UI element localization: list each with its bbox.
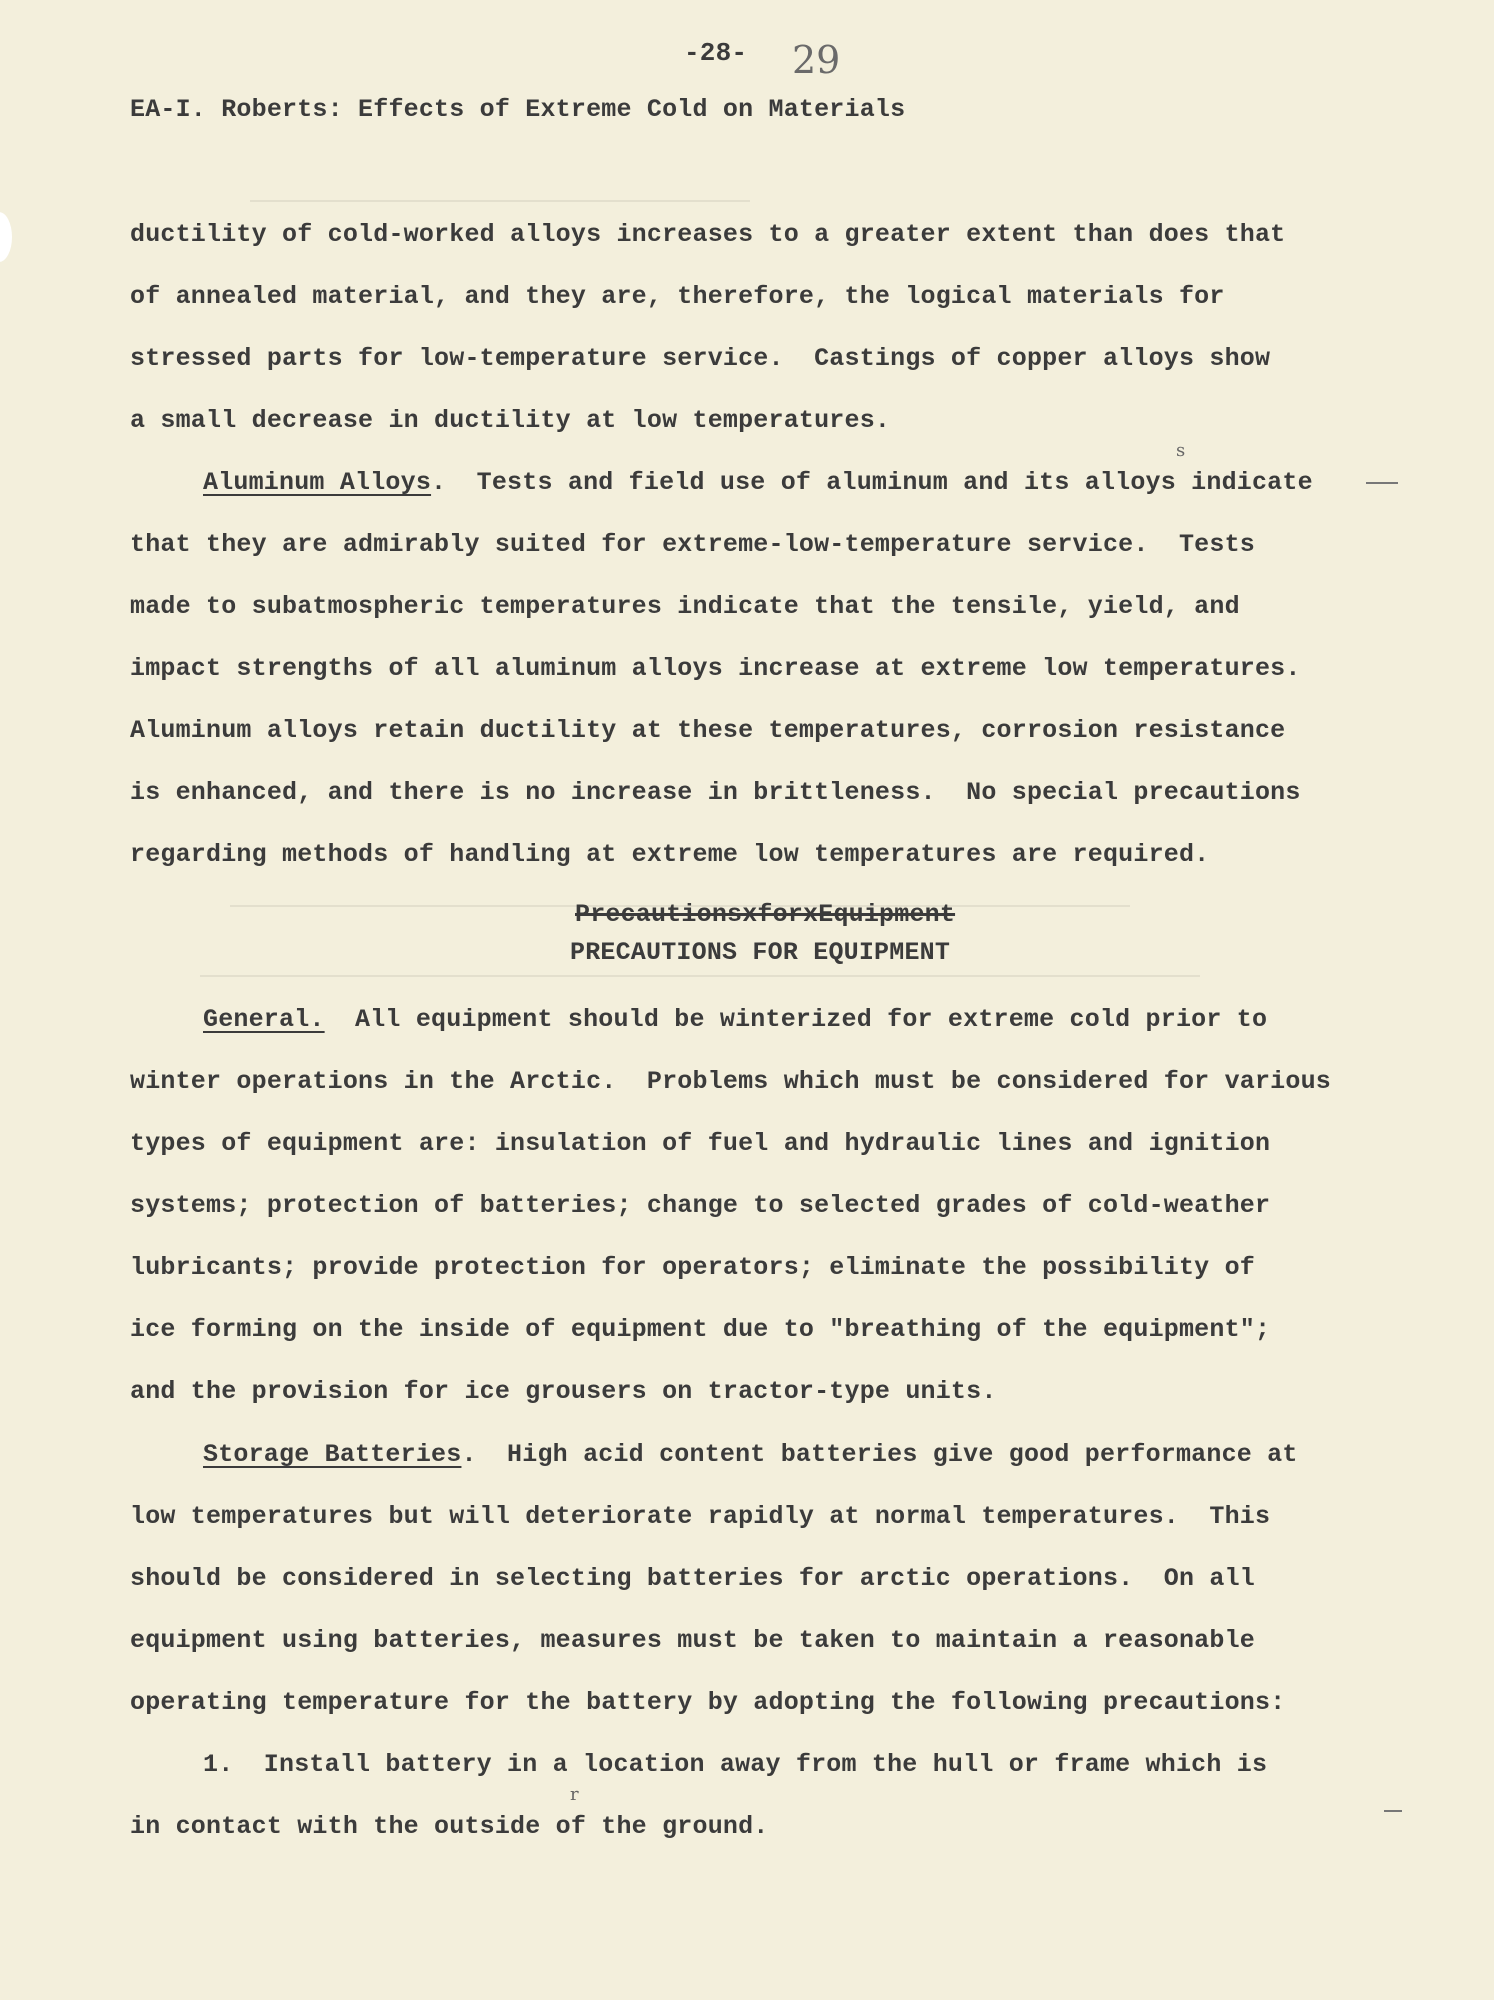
text-line: of annealed material, and they are, therefore, the logical materials for <box>130 282 1225 311</box>
struck-heading: PrecautionsxforxEquipment <box>575 900 956 929</box>
section-title: PRECAUTIONS FOR EQUIPMENT <box>570 938 951 967</box>
pencil-correction: r <box>570 1784 579 1805</box>
text-line: winter operations in the Arctic. Problems which must be considered for various <box>130 1067 1331 1096</box>
text-line: stressed parts for low-temperature service. Castings of copper alloys show <box>130 344 1271 373</box>
text-line: types of equipment are: insulation of fuel and hydraulic lines and ignition <box>130 1129 1271 1158</box>
text-line: Storage Batteries. High acid content batteries give good performance at <box>203 1440 1298 1469</box>
margin-mark <box>1384 1810 1402 1812</box>
text-line: made to subatmospheric temperatures indicate that the tensile, yield, and <box>130 592 1240 621</box>
show-through-line <box>250 200 750 202</box>
list-item: 1. Install battery in a location away from the hull or frame which is <box>203 1750 1268 1779</box>
paragraph-heading: Aluminum Alloys <box>203 468 432 497</box>
text-line: ductility of cold-worked alloys increases to a greater extent than does that <box>130 220 1286 249</box>
text-line: Aluminum alloys retain ductility at these temperatures, corrosion resistance <box>130 716 1286 745</box>
text-line: operating temperature for the battery by adopting the following precautions: <box>130 1688 1286 1717</box>
text-line: General. All equipment should be winterized for extreme cold prior to <box>203 1005 1268 1034</box>
pencil-correction: s <box>1176 440 1186 461</box>
paragraph-heading: Storage Batteries <box>203 1440 462 1469</box>
text-line: that they are admirably suited for extreme-low-temperature service. Tests <box>130 530 1255 559</box>
typed-page-number: -28- <box>684 38 748 68</box>
margin-mark <box>1366 482 1398 484</box>
handwritten-page-number: 29 <box>792 38 841 82</box>
text-line: equipment using batteries, measures must be taken to maintain a reasonable <box>130 1626 1255 1655</box>
text-line: regarding methods of handling at extreme low temperatures are required. <box>130 840 1210 869</box>
text-line: lubricants; provide protection for operators; eliminate the possibility of <box>130 1253 1255 1282</box>
text-line: low temperatures but will deteriorate rapidly at normal temperatures. This <box>130 1502 1271 1531</box>
binder-hole <box>0 212 12 262</box>
text-line: is enhanced, and there is no increase in brittleness. No special precautions <box>130 778 1301 807</box>
text-line: should be considered in selecting batteries for arctic operations. On all <box>130 1564 1255 1593</box>
text-line: ice forming on the inside of equipment due to "breathing of the equipment"; <box>130 1315 1271 1344</box>
text-line: and the provision for ice grousers on tractor-type units. <box>130 1377 997 1406</box>
text-line: impact strengths of all aluminum alloys increase at extreme low temperatures. <box>130 654 1301 683</box>
text-line: systems; protection of batteries; change to selected grades of cold-weather <box>130 1191 1271 1220</box>
text-line: a small decrease in ductility at low temperatures. <box>130 406 891 435</box>
running-head: EA-I. Roberts: Effects of Extreme Cold on Materials <box>130 95 906 124</box>
paragraph-heading: General. <box>203 1005 325 1034</box>
show-through-line <box>200 975 1200 977</box>
text-line: Aluminum Alloys. Tests and field use of aluminum and its alloys indicate <box>203 468 1313 497</box>
text-line: in contact with the outside of the ground. <box>130 1812 769 1841</box>
